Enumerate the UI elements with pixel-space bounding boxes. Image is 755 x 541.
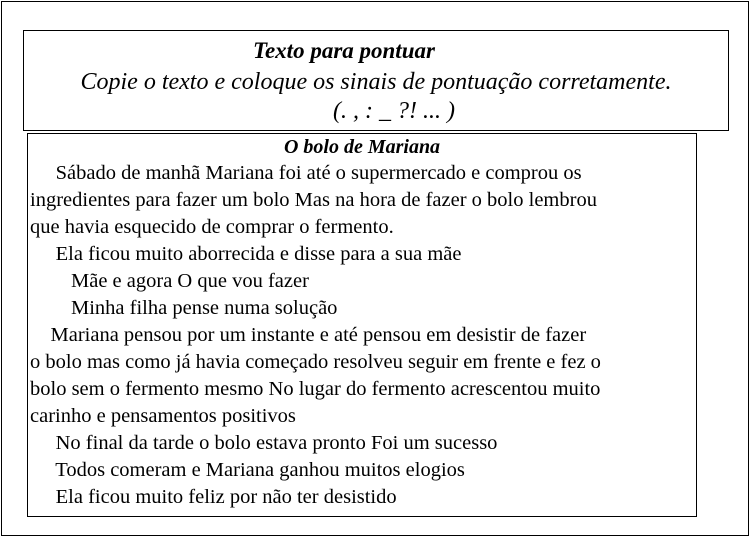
story-line: bolo sem o fermento mesmo No lugar do fermento acrescentou muito [30, 378, 601, 400]
story-line: Sábado de manhã Mariana foi até o supermercado e comprou os [30, 162, 582, 184]
header-instruction: Copie o texto e coloque os sinais de pontuação corretamente. [80, 69, 672, 95]
story-line: Mãe e agora O que vou fazer [30, 270, 309, 292]
story-line: ingredientes para fazer um bolo Mas na hora de fazer o bolo lembrou [30, 189, 597, 211]
story-line: Todos comeram e Mariana ganhou muitos elogios [30, 459, 465, 481]
story-title: O bolo de Mariana [283, 136, 441, 158]
story-line: Ela ficou muito aborrecida e disse para a sua mãe [30, 243, 462, 265]
story-line: Minha filha pense numa solução [30, 297, 338, 319]
header-box [23, 30, 729, 131]
story-box [27, 133, 697, 517]
story-line: No final da tarde o bolo estava pronto Foi um sucesso [30, 432, 498, 454]
story-line: Mariana pensou por um instante e até pensou em desistir de fazer [30, 324, 587, 346]
story-line: o bolo mas como já havia começado resolveu seguir em frente e fez o [30, 351, 601, 373]
punctuation-symbols: (. , : _ ?! ... ) [333, 98, 455, 124]
story-line: que havia esquecido de comprar o fermento. [30, 216, 394, 238]
header-title: Texto para pontuar [253, 38, 435, 63]
story-line: Ela ficou muito feliz por não ter desistido [30, 486, 397, 508]
story-line: carinho e pensamentos positivos [30, 405, 296, 427]
